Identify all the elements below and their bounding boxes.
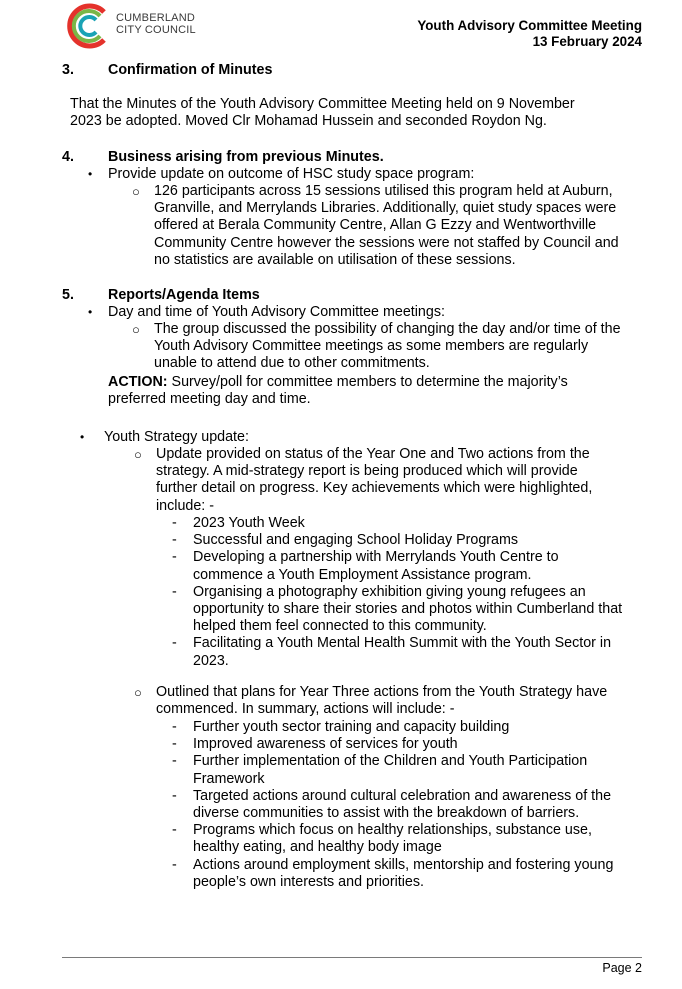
list-item	[172, 584, 652, 636]
list-item	[172, 719, 652, 736]
dash-icon: -	[172, 719, 177, 735]
dash-icon: -	[172, 787, 177, 804]
text-line: Facilitating a Youth Mental Health Summit with the Youth Sector in	[193, 635, 612, 652]
text-line: Successful and engaging School Holiday Programs	[193, 532, 519, 549]
section-3-heading: Confirmation of Minutes	[108, 62, 273, 78]
section-4-heading: Business arising from previous Minutes.	[108, 149, 384, 165]
section-5-bullet-1: Day and time of Youth Advisory Committee meetings:	[108, 304, 445, 320]
meeting-date: 13 February 2024	[532, 34, 642, 49]
bullet-icon: •	[80, 430, 85, 444]
actions-list	[172, 719, 652, 891]
text-line: healthy eating, and healthy body image	[193, 839, 442, 856]
circle-bullet-icon: ○	[134, 685, 142, 700]
list-item	[172, 822, 652, 856]
text-line: Improved awareness of services for youth	[193, 736, 458, 753]
text-line: Programs which focus on healthy relationships, substance use,	[193, 822, 592, 839]
action-item	[108, 374, 568, 408]
action-text: Survey/poll for committee members to determine the majority’s	[167, 374, 568, 390]
bullet-icon: •	[88, 305, 93, 319]
section-4-number: 4.	[62, 149, 74, 165]
text-line: Outlined that plans for Year Three actions from the Youth Strategy have	[156, 684, 608, 700]
dash-icon: -	[172, 583, 177, 600]
section-5-bullet-1-sub	[154, 321, 621, 373]
text-line: unable to attend due to other commitments.	[154, 355, 430, 372]
text-line: Further implementation of the Children and Youth Participation	[193, 753, 588, 770]
action-text-2: preferred meeting day and time.	[108, 391, 311, 408]
text-line: Organising a photography exhibition giving young refugees an	[193, 583, 586, 600]
list-item	[172, 788, 652, 822]
text-line: diverse communities to assist with the breakdown of barriers.	[193, 805, 580, 822]
text-line: no statistics are available on utilisation of these sessions.	[154, 251, 516, 268]
year-three-plans	[156, 684, 607, 718]
text-line: further detail on progress. Key achievements which were highlighted,	[156, 480, 593, 497]
text-line: Targeted actions around cultural celebration and awareness of the	[193, 787, 612, 804]
text-line: Community Centre however the sessions were not staffed by Council and	[154, 234, 619, 251]
text-line: Granville, and Merrylands Libraries. Additionally, quiet study spaces were	[154, 200, 617, 217]
text-line: strategy. A mid-strategy report is being produced which will provide	[156, 463, 578, 480]
circle-bullet-icon: ○	[132, 184, 140, 199]
bullet-icon: •	[88, 167, 93, 181]
dash-icon: -	[172, 856, 177, 873]
section-4-bullet: Provide update on outcome of HSC study space program:	[108, 166, 475, 182]
text-line: Developing a partnership with Merrylands Youth Centre to	[193, 549, 559, 566]
text-line: opportunity to share their stories and photos within Cumberland that	[193, 601, 623, 618]
text-line: 2023.	[193, 652, 229, 669]
page-number: Page 2	[602, 961, 642, 975]
text-line: people’s own interests and priorities.	[193, 873, 424, 890]
list-item	[172, 736, 652, 753]
dash-icon: -	[172, 532, 177, 549]
document-header	[417, 18, 642, 50]
dash-icon: -	[172, 635, 177, 652]
text-line: Actions around employment skills, mentorship and fostering young	[193, 856, 614, 873]
text-line: commence a Youth Employment Assistance program.	[193, 566, 532, 583]
list-item	[172, 857, 652, 891]
text-line: offered at Berala Community Centre, Allan G Ezzy and Wentworthville	[154, 217, 597, 234]
cumberland-logo-icon	[64, 2, 112, 50]
dash-icon: -	[172, 549, 177, 566]
meeting-title: Youth Advisory Committee Meeting	[417, 18, 642, 33]
text-line: 2023 Youth Week	[193, 515, 305, 531]
footer-divider	[62, 957, 642, 958]
action-label: ACTION:	[108, 374, 168, 390]
logo-line2: CITY COUNCIL	[116, 23, 196, 36]
section-5-bullet-2: Youth Strategy update:	[104, 429, 249, 445]
text-line: include: -	[156, 497, 215, 514]
circle-bullet-icon: ○	[132, 322, 140, 337]
list-item	[172, 753, 652, 787]
section-3-number: 3.	[62, 62, 74, 78]
text-line: Youth Advisory Committee meetings as some members are regularly	[154, 338, 589, 355]
list-item	[172, 532, 652, 549]
text-line: Framework	[193, 770, 265, 787]
achievements-list	[172, 515, 652, 670]
section-3-line: That the Minutes of the Youth Advisory Committee Meeting held on 9 November	[70, 96, 575, 112]
circle-bullet-icon: ○	[134, 447, 142, 462]
text-line: The group discussed the possibility of changing the day and/or time of the	[154, 321, 621, 337]
text-line: 126 participants across 15 sessions utilised this program held at Auburn,	[154, 183, 613, 199]
logo-line1: CUMBERLAND	[116, 12, 196, 24]
text-line: commenced. In summary, actions will include: -	[156, 701, 455, 718]
section-4-sub	[154, 183, 644, 269]
list-item	[172, 549, 652, 583]
section-5-heading: Reports/Agenda Items	[108, 287, 260, 303]
dash-icon: -	[172, 515, 177, 531]
text-line: helped them feel connected to this community.	[193, 618, 487, 635]
youth-strategy-update	[156, 446, 592, 515]
list-item	[172, 635, 652, 669]
dash-icon: -	[172, 822, 177, 839]
logo-text	[116, 13, 196, 36]
section-3-line: 2023 be adopted. Moved Clr Mohamad Hussein and seconded Roydon Ng.	[70, 113, 547, 129]
dash-icon: -	[172, 736, 177, 753]
dash-icon: -	[172, 753, 177, 770]
text-line: Update provided on status of the Year One and Two actions from the	[156, 446, 590, 462]
list-item	[172, 515, 652, 532]
text-line: Further youth sector training and capacity building	[193, 719, 510, 735]
section-5-number: 5.	[62, 287, 74, 303]
